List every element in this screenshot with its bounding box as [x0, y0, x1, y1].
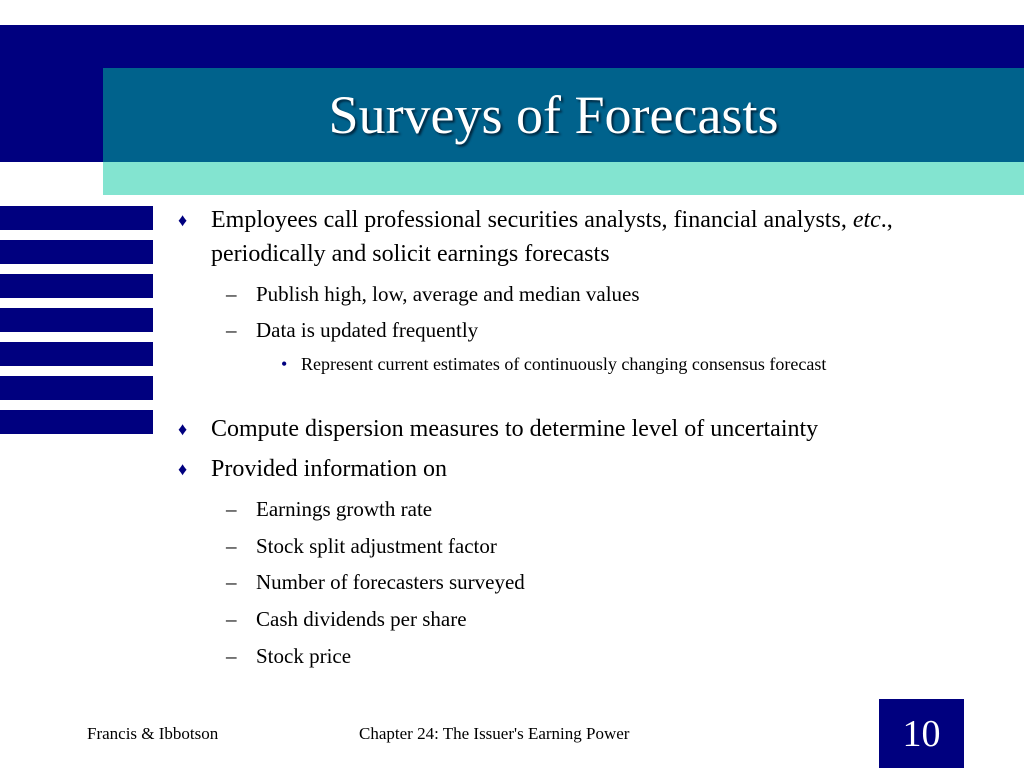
- dash-icon: –: [226, 534, 237, 558]
- sub-bullet-text: Number of forecasters surveyed: [256, 570, 525, 594]
- dash-icon: –: [226, 282, 237, 306]
- sub-bullet-text: Cash dividends per share: [256, 607, 467, 631]
- bullet-item: [178, 452, 938, 486]
- sub-sub-bullet-text: Represent current estimates of continuously changing consensus forecast: [301, 354, 827, 374]
- dash-icon: –: [226, 497, 237, 521]
- slide-title: Surveys of Forecasts: [328, 85, 779, 145]
- sub-bullet-item: [226, 532, 926, 560]
- dash-icon: –: [226, 644, 237, 668]
- sub-bullet-text: Stock price: [256, 644, 352, 668]
- sub-bullet-text: Earnings growth rate: [256, 497, 433, 521]
- diamond-bullet-icon: ♦: [178, 459, 188, 479]
- bullet-item: [178, 412, 938, 446]
- sub-bullet-item: [226, 280, 926, 308]
- bullet-item: [178, 203, 938, 271]
- sub-bullet-text: Stock split adjustment factor: [256, 534, 497, 558]
- diamond-bullet-icon: ♦: [178, 210, 188, 230]
- bullet-text: Provided information on: [211, 456, 447, 482]
- sub-bullet-item: [226, 568, 926, 596]
- dash-icon: –: [226, 570, 237, 594]
- sub-sub-bullet-item: [281, 351, 901, 378]
- bullet-text: Compute dispersion measures to determine level of uncertainty: [211, 416, 819, 442]
- footer-chapter: Chapter 24: The Issuer's Earning Power: [359, 724, 630, 743]
- bullet-text: Employees call professional securities analysts, financial analysts, etc., periodically and solicit earnings forecasts: [211, 207, 893, 267]
- sub-bullet-item: [226, 605, 926, 633]
- dot-bullet-icon: •: [281, 354, 288, 374]
- diamond-bullet-icon: ♦: [178, 419, 188, 439]
- dash-icon: –: [226, 318, 237, 342]
- sub-bullet-item: [226, 316, 926, 344]
- page-number: 10: [879, 699, 964, 768]
- sub-bullet-text: Data is updated frequently: [256, 318, 479, 342]
- sub-bullet-item: [226, 495, 926, 523]
- dash-icon: –: [226, 607, 237, 631]
- sub-bullet-text: Publish high, low, average and median values: [256, 282, 640, 306]
- sub-bullet-item: [226, 642, 926, 670]
- footer-authors: Francis & Ibbotson: [87, 724, 219, 743]
